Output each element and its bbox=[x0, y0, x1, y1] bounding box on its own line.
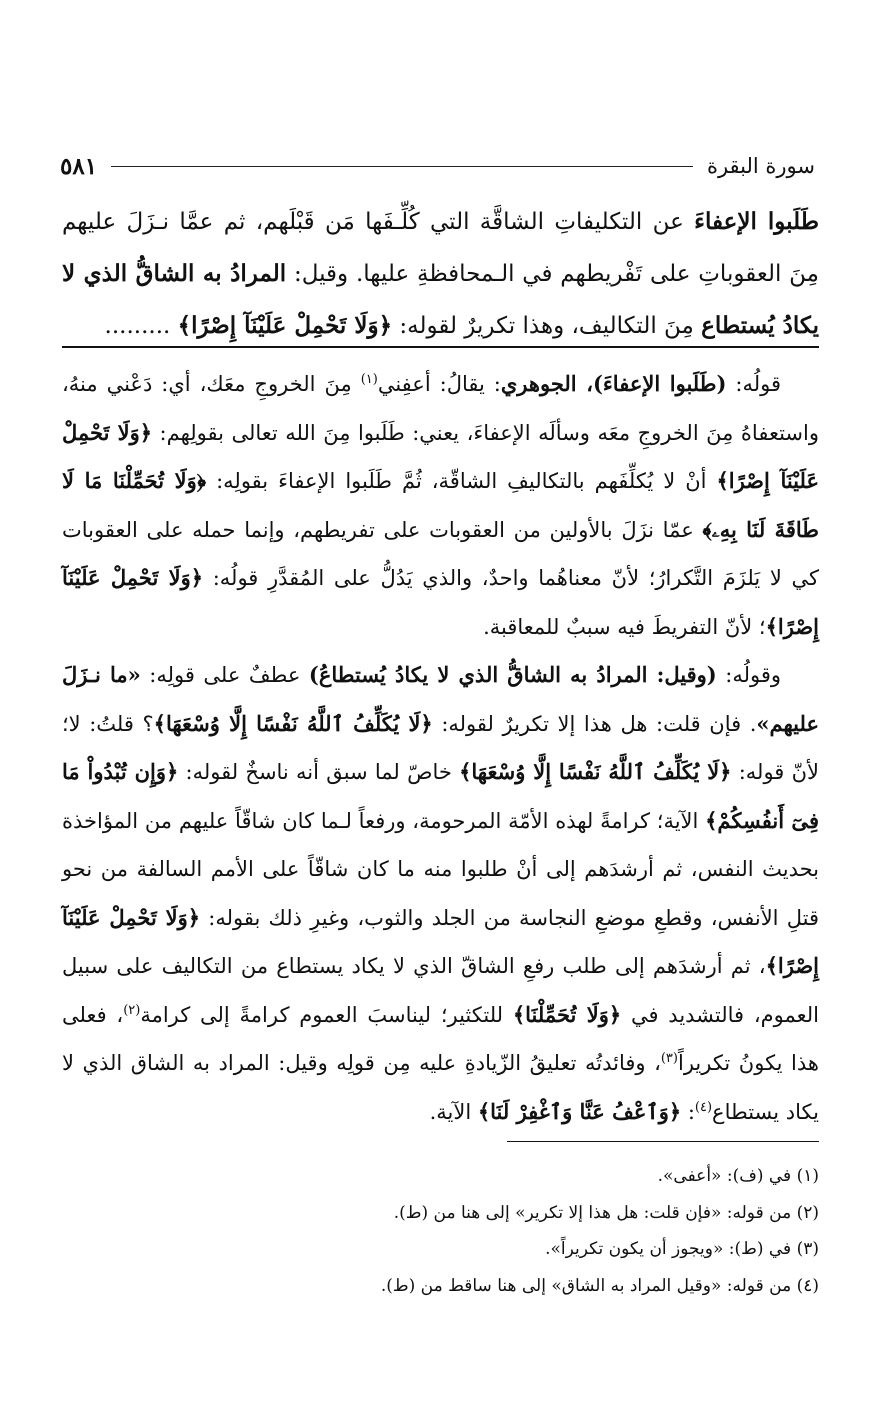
text-segment: مِنَ الخروجِ معَك، أي: دَعْني منهُ، واستعفاهُ مِنَ الخروجِ معَه وسألَه الإعفاءَ، يعني: طَلَبوا مِنَ الله تعالى بقولِهم: bbox=[62, 372, 819, 445]
quran-verse: ﴿لَا يُكَلِّفُ ٱللَّهُ نَفْسًا إِلَّا وُسْعَهَا﴾ bbox=[459, 759, 732, 784]
footnote-ref[interactable]: (٤) bbox=[694, 1099, 713, 1115]
quran-verse: ﴿وَلَا تَحْمِلْ عَلَيْنَآ إِصْرًا﴾ bbox=[62, 565, 819, 639]
text-segment: ، وفائدتُه تعليقُ الزّيادةِ عليه مِن قولِه وقيل: المراد به الشاق الذي لا يكاد يستطاع bbox=[62, 1051, 819, 1124]
main-lemma: طَلَبوا الإعفاءَ bbox=[694, 208, 819, 235]
text-segment: وقولُه: bbox=[716, 663, 782, 687]
quran-verse: ﴿وَلَا تُحَمِّلْنَا﴾ bbox=[512, 1001, 622, 1027]
text-segment: . فإن قلت: هل هذا إلا تكريرٌ لقوله: bbox=[432, 711, 757, 736]
main-text-separator bbox=[62, 346, 819, 348]
footnote-ref[interactable]: (١) bbox=[360, 372, 378, 387]
footnotes bbox=[62, 1158, 819, 1304]
quran-verse: ﴿وَإِن تُبْدُواْ مَا فِىٓ أَنفُسِكُمْ﴾ bbox=[62, 759, 819, 833]
page-header bbox=[60, 146, 815, 186]
text-segment: : يقالُ: أعفِني bbox=[377, 372, 501, 396]
text-segment: الآية؛ كرامةً لهذه الأمّة المرحومة، ورفعاً لـما كان شاقّاً عليهم من المؤاخذة بحديث النفس، ثم أرشدَهم إلى أنْ طلبوا منه ما كان شاقّاً على الأمم السالفة من نحو قتلِ الأنفس، وقطعِ موضعِ النجاسة من الجلد والثوب، وغيرِ ذلك بقوله: bbox=[62, 808, 819, 930]
text-segment: للتكثير؛ ليناسبَ العموم كرامةً إلى كرامة bbox=[140, 1002, 513, 1027]
quoted-phrase: «ما نـزَلَ عليهم» bbox=[62, 662, 819, 736]
lemma: (وقيل: المرادُ به الشاقُّ الذي لا يكادُ يُستطاعُ) bbox=[308, 662, 717, 687]
footnote-ref[interactable]: (٣) bbox=[660, 1051, 678, 1066]
quran-verse: ﴿وَلَا تُحَمِّلْنَا مَا لَا طَاقَةَ لَنَا بِهِۦ﴾ bbox=[62, 468, 819, 542]
commentary-paragraph-2 bbox=[62, 651, 819, 1136]
text-segment: عطفٌ على قولِه: bbox=[140, 663, 309, 687]
footnote-2: (٢) من قوله: «فإن قلت: هل هذا إلا تكرير» إلى هنا من (ط). bbox=[393, 1202, 819, 1223]
main-text-dots: ......... bbox=[104, 313, 178, 339]
quran-verse: ﴿وَلَا تَحْمِلْ عَلَيْنَآ إِصْرًا﴾ bbox=[177, 312, 393, 339]
commentary-paragraph-1 bbox=[62, 360, 819, 651]
footnote-ref[interactable]: (٢) bbox=[123, 1002, 141, 1018]
text-segment: خاصّ لما سبق أنه ناسخٌ لقوله: bbox=[178, 760, 460, 784]
text-segment: قولُه: bbox=[726, 372, 781, 396]
footnote-4: (٤) من قوله: «وقيل المراد به الشاق» إلى هنا ساقط من (ط). bbox=[380, 1275, 819, 1296]
running-title: سورة البقرة bbox=[706, 154, 815, 178]
text-segment: ؟ قلتُ: لا؛ لأنّ قوله: bbox=[62, 711, 819, 784]
quran-verse: ﴿لَا يُكَلِّفُ ٱللَّهُ نَفْسًا إِلَّا وُسْعَهَا﴾ bbox=[153, 710, 433, 736]
main-text-segment: مِنَ التكاليف، وهذا تكريرٌ لقوله: bbox=[392, 313, 702, 339]
page-number: ٥٨١ bbox=[60, 152, 98, 180]
text-segment: أنْ لا يُكلِّفَهم بالتكاليفِ الشاقّة، ثُمَّ طَلَبوا الإعفاءَ بقولِه: bbox=[206, 469, 717, 493]
main-lemma-2: المرادُ به الشاقُّ الذي لا يكادُ يُستطاع bbox=[62, 260, 819, 339]
text-segment: الآية. bbox=[429, 1099, 478, 1124]
commentary bbox=[62, 360, 819, 1136]
text-segment: ، ثم أرشدَهم إلى طلب رفعِ الشاقّ الذي لا يكاد يستطاع من التكاليف على سبيل العموم، فالتشديد في bbox=[62, 954, 819, 1027]
header-rule bbox=[111, 166, 693, 167]
text-segment: ، فعلى هذا يكونُ تكريراً bbox=[62, 1002, 819, 1075]
text-segment: ؛ لأنّ التفريطَ فيه سببٌ للمعاقبة. bbox=[483, 614, 766, 639]
text-segment: عمّا نزَلَ بالأولين من العقوبات على تفريطهم، وإنما حمله على العقوبات كي لا يَلزَمَ التَّكرارُ؛ لأنّ معناهُما واحدٌ، والذي يَدُلُّ على المُقدَّرِ قولُه: bbox=[62, 517, 820, 590]
main-text-segment: عن التكليفاتِ الشاقَّة التي كُلِّـفَها مَن قَبْلَهم، ثم عمَّا نـزَلَ عليهم مِنَ العقوباتِ على تَفْريطهم في الـمحافظةِ عليها. وقيل: bbox=[62, 209, 819, 287]
quran-verse: ﴿وَٱعْفُ عَنَّا وَٱغْفِرْ لَنَا﴾ bbox=[477, 1098, 682, 1124]
footnote-separator bbox=[507, 1141, 819, 1142]
main-text bbox=[62, 196, 819, 352]
text-segment: : bbox=[681, 1099, 695, 1124]
footnote-1: (١) في (ف): «أعفى». bbox=[657, 1166, 819, 1186]
footnote-3: (٣) في (ط): «ويجوز أن يكون تكريراً». bbox=[545, 1239, 819, 1259]
lemma: (طَلَبوا الإعفاءَ)، الجوهري bbox=[500, 371, 727, 396]
quran-verse: ﴿وَلَا تَحْمِلْ عَلَيْنَآ إِصْرًا﴾ bbox=[62, 904, 819, 978]
quran-verse: ﴿وَلَا تَحْمِلْ عَلَيْنَآ إِصْرًا﴾ bbox=[62, 419, 819, 493]
